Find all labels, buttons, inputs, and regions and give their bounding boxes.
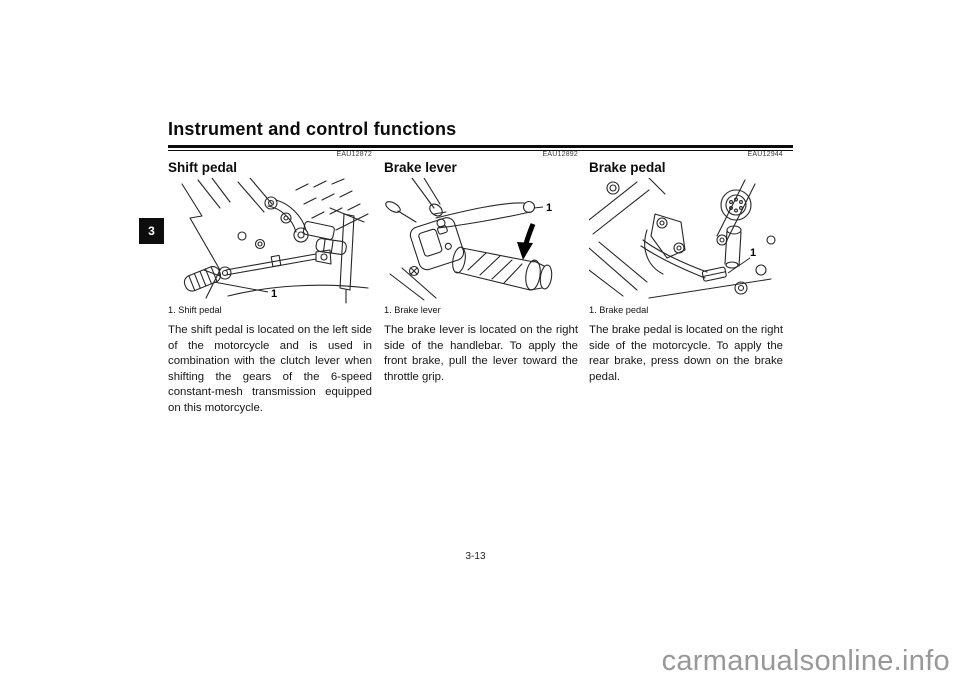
shift-pedal-figure — [168, 178, 372, 304]
section-shift-pedal — [168, 151, 372, 417]
shift-pedal-line-art — [182, 178, 368, 303]
figure-caption: 1. Brake pedal — [589, 305, 649, 315]
callout-1: 1 — [750, 247, 757, 259]
figure-caption: 1. Shift pedal — [168, 305, 222, 315]
figure-caption: 1. Brake lever — [384, 305, 441, 315]
chapter-tab-badge: 3 — [139, 218, 164, 244]
section-title: Shift pedal — [168, 160, 238, 175]
shift-pedal-illustration — [168, 178, 372, 304]
brake-lever-illustration — [384, 178, 578, 304]
brake-lever-figure — [384, 178, 578, 304]
section-code: EAU12892 — [542, 151, 578, 158]
brake-pedal-line-art — [589, 178, 775, 298]
section-body: The brake lever is located on the right side of the handlebar. To apply the front brake, pull the lever toward the throttle grip. — [384, 324, 578, 383]
section-brake-pedal — [589, 151, 783, 385]
section-code: EAU12872 — [336, 151, 372, 158]
callout-leader-line — [534, 207, 543, 208]
pull-direction-arrow — [517, 224, 533, 260]
section-body: The shift pedal is located on the left side of the motorcycle and is used in combination with the clutch lever when shifting the gears of the 6-speed constant-mesh transmission equipped on this motorcycle. — [168, 324, 372, 414]
section-body: The brake pedal is located on the right side of the motorcycle. To apply the rear brake, press down on the brake pedal. — [589, 324, 783, 383]
page-number: 3-13 — [465, 551, 486, 562]
title-divider-thick-line — [168, 145, 793, 148]
brake-pedal-figure — [589, 178, 783, 304]
watermark: carmanualsonline.info — [661, 645, 950, 677]
section-code: EAU12944 — [747, 151, 783, 158]
callout-leader-line — [214, 282, 268, 292]
section-title: Brake pedal — [589, 160, 666, 175]
page-title: Instrument and control functions — [168, 119, 457, 139]
section-title: Brake lever — [384, 160, 457, 175]
brake-pedal-illustration — [589, 178, 783, 304]
callout-1: 1 — [546, 202, 553, 214]
callout-1: 1 — [271, 288, 278, 300]
section-brake-lever — [384, 151, 578, 385]
